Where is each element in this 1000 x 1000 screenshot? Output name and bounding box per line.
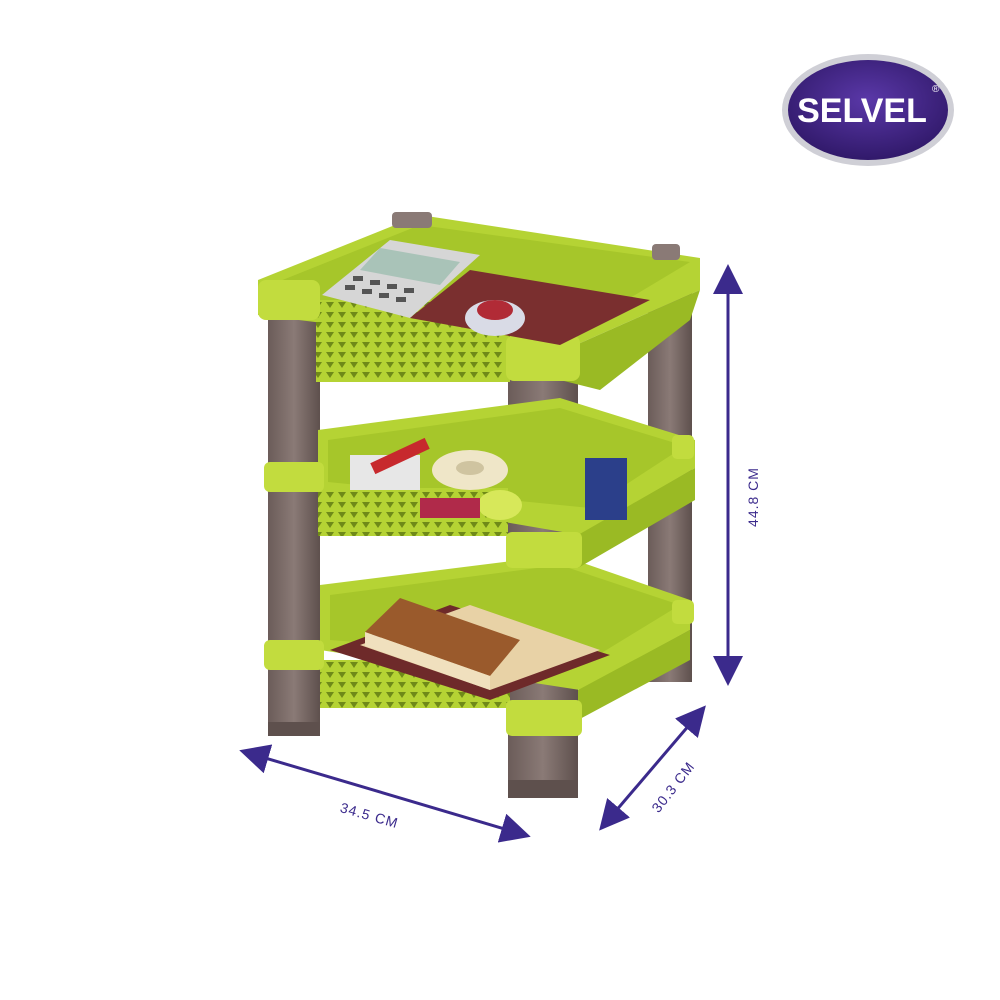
- dimension-height-label: 44.8 CM: [745, 467, 761, 527]
- basket-tier-top: [258, 212, 700, 390]
- brand-logo-text: SELVEL: [797, 92, 927, 130]
- dimension-width: [245, 752, 525, 835]
- dimension-depth: [603, 710, 702, 826]
- basket-tier-bottom: [264, 555, 694, 736]
- brand-logo: [782, 54, 954, 166]
- dimension-height: [728, 270, 761, 680]
- basket-tier-middle: [264, 398, 695, 568]
- dimension-width-label: 34.5 CM: [338, 799, 401, 832]
- dimension-depth-label: 30.3 CM: [648, 758, 698, 816]
- registered-mark: ®: [932, 84, 940, 95]
